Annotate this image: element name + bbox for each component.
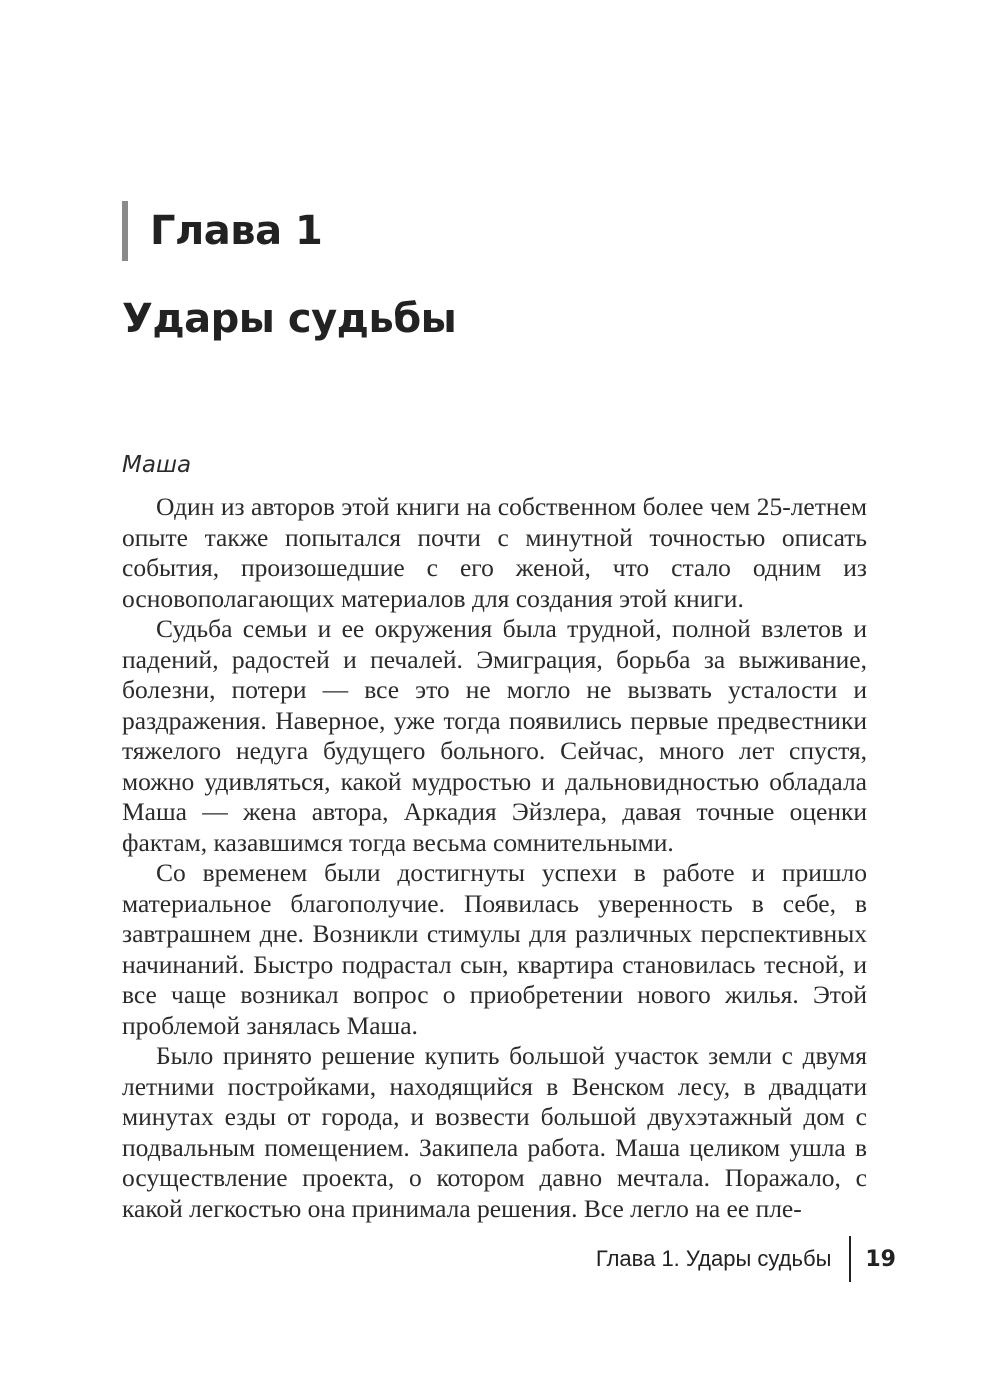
paragraph: Было принято решение купить большой участок земли с двумя летними постройками, находящийся в Венском лесу, в двадцати минутах езды от города, и возвести большой двухэтажный дом с подвальным помещением. Закипела работа. Маша целиком ушла в осуществление проекта, о котором давно мечтала. Поражало, с какой легкостью она принимала решения. Все легло на ее пле- <box>122 1041 867 1223</box>
paragraph: Судьба семьи и ее окружения была трудной, полной взлетов и падений, радостей и печалей. Эмиграция, борьба за выживание, болезни, потери — все это не могло не вызвать усталости и раздражения. Наверное, уже тогда появились первые предвестники тяжелого недуга будущего больного. Сейчас, много лет спустя, можно удивляться, какой мудростью и дальновидностью обладала Маша — жена автора, Аркадия Эйзлера, давая точные оценки фактам, казавшимся тогда весьма сомнительными. <box>122 614 867 857</box>
page-footer <box>596 1236 896 1282</box>
chapter-title: Удары судьбы <box>122 296 457 342</box>
paragraph: Один из авторов этой книги на собственном более чем 25-летнем опыте также попытался почти с минутной точностью описать события, произошедшие с его женой, что стало одним из основополагающих материалов для создания этой книги. <box>122 492 867 613</box>
section-heading: Маша <box>122 452 192 478</box>
body-text <box>122 492 867 1224</box>
paragraph: Со временем были достигнуты успехи в работе и пришло материальное благополучие. Появилась уверенность в себе, в завтрашнем дне. Возникли стимулы для различных перспективных начинаний. Быстро подрастал сын, квартира становилась тесной, и все чаще возникал вопрос о приобретении нового жилья. Этой проблемой занялась Маша. <box>122 858 867 1040</box>
chapter-accent-bar <box>122 201 128 261</box>
running-head: Глава 1. Удары судьбы <box>595 1246 832 1271</box>
chapter-header <box>122 200 322 262</box>
chapter-label: Глава 1 <box>150 208 323 254</box>
page-number: 19 <box>865 1246 896 1272</box>
